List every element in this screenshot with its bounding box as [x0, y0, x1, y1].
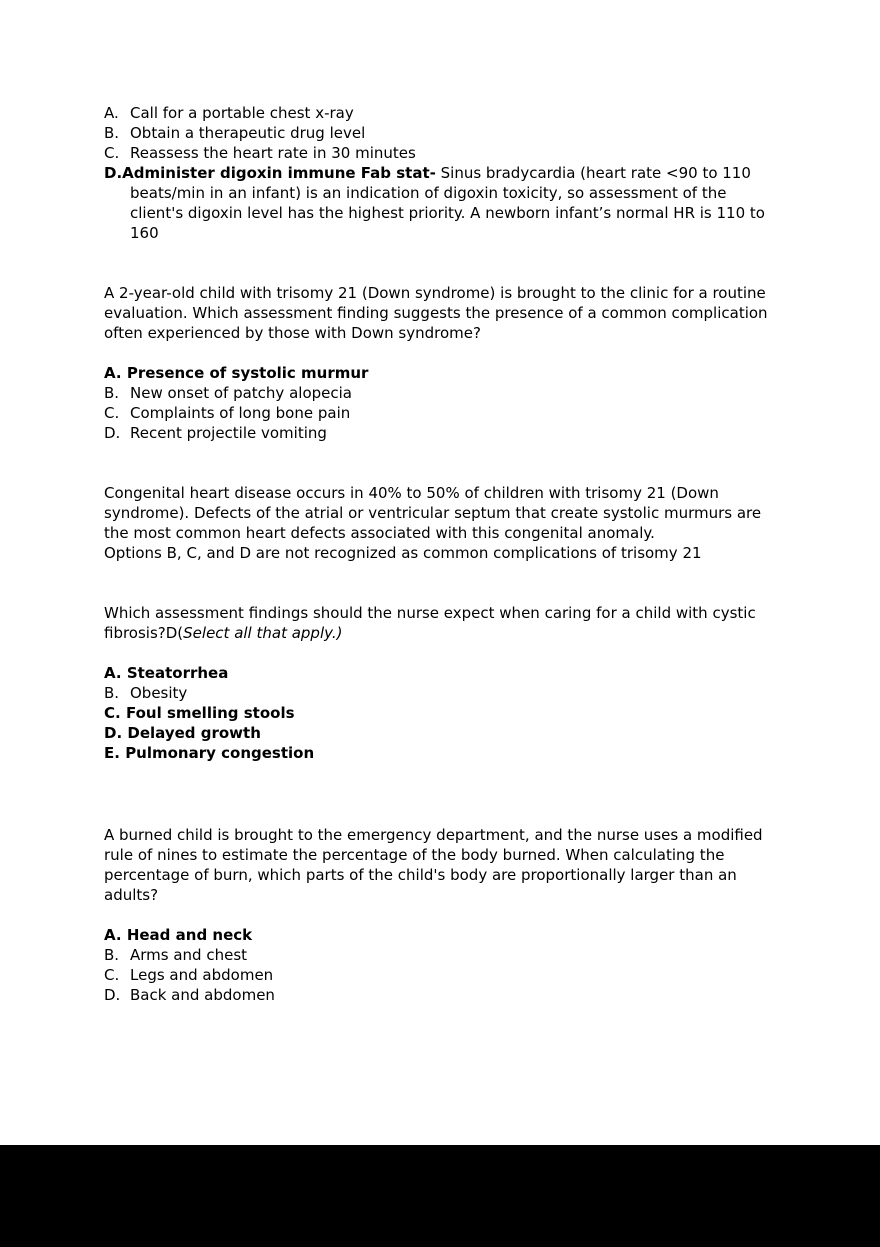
option-b: [104, 945, 769, 965]
option-c: [104, 403, 769, 423]
stem-main-text: Which assessment findings should the nurse expect when caring for a child with cystic fibrosis?D(: [104, 604, 761, 642]
option-text: New onset of patchy alopecia: [130, 384, 352, 402]
option-b: [104, 683, 769, 703]
option-text: Steatorrhea: [126, 664, 229, 682]
option-text: Arms and chest: [130, 946, 248, 964]
option-text: Reassess the heart rate in 30 minutes: [130, 144, 416, 162]
footer-black-bar: [0, 1145, 880, 1247]
burn-question-stem: A burned child is brought to the emergency department, and the nurse uses a modified rule of nines to estimate the percentage of the body burned. When calculating the percentage of burn, which parts of the child's body are proportionally larger than an adults?: [104, 826, 768, 904]
option-letter: A.: [104, 926, 122, 944]
select-all-that-apply-note: Select all that apply.): [183, 624, 343, 642]
trisomy-question-stem: A 2-year-old child with trisomy 21 (Down syndrome) is brought to the clinic for a routine evaluation. Which assessment finding suggests the presence of a common complication often experienced by those with Down syndrome?: [104, 284, 773, 342]
trisomy-rationale-distractors: Options B, C, and D are not recognized as common complications of trisomy 21: [104, 544, 702, 562]
option-lead-text: Administer digoxin immune Fab stat-: [122, 164, 436, 182]
option-b: [104, 123, 769, 143]
option-letter: D.: [104, 724, 123, 742]
spacer: [104, 763, 769, 825]
option-letter: D.: [104, 424, 121, 442]
digoxin-options-list: [104, 103, 769, 243]
cystic-fibrosis-question-stem: [104, 603, 769, 643]
option-letter: C.: [104, 966, 120, 984]
option-text: Pulmonary congestion: [125, 744, 315, 762]
option-text: Delayed growth: [127, 724, 261, 742]
option-letter: C.: [104, 144, 120, 162]
option-a-correct: [104, 663, 769, 683]
option-d: [104, 985, 769, 1005]
option-letter: B.: [104, 384, 120, 402]
spacer: [104, 905, 769, 925]
document-content: [104, 103, 773, 1005]
option-letter: B.: [104, 946, 120, 964]
option-text: Obtain a therapeutic drug level: [130, 124, 366, 142]
option-text: Recent projectile vomiting: [130, 424, 327, 442]
option-letter: B.: [104, 124, 120, 142]
option-letter: A.: [104, 104, 119, 122]
cystic-fibrosis-options-list: [104, 663, 769, 763]
spacer: [104, 343, 769, 363]
spacer: [104, 563, 769, 603]
option-d-correct: [104, 723, 769, 743]
option-rationale-text: Sinus bradycardia (heart rate <90 to 110 beats/min in an infant) is an indication of digoxin toxicity, so assessment of the client's digoxin level has the highest priority. A newborn infant’s normal HR is 110 to 160: [130, 164, 765, 242]
option-c: [104, 143, 769, 163]
spacer: [104, 443, 769, 483]
option-text: Back and abdomen: [130, 986, 275, 1004]
option-e-correct: [104, 743, 769, 763]
option-d: [104, 423, 769, 443]
spacer: [104, 243, 769, 283]
option-text: Legs and abdomen: [130, 966, 274, 984]
option-letter: A.: [104, 364, 122, 382]
trisomy-rationale-paragraph: Congenital heart disease occurs in 40% to 50% of children with trisomy 21 (Down syndrome). Defects of the atrial or ventricular septum that create systolic murmurs are the most common heart defects associated with this congenital anomaly.: [104, 484, 766, 542]
option-letter: E.: [104, 744, 120, 762]
spacer: [104, 643, 769, 663]
option-text: Foul smelling stools: [125, 704, 295, 722]
option-c: [104, 965, 769, 985]
option-letter: D.: [104, 986, 121, 1004]
option-text: Call for a portable chest x-ray: [130, 104, 354, 122]
option-letter: C.: [104, 404, 120, 422]
option-letter: B.: [104, 684, 120, 702]
option-text: Presence of systolic murmur: [126, 364, 369, 382]
option-letter: D.: [104, 164, 123, 182]
option-d-correct: [104, 163, 769, 243]
option-b: [104, 383, 769, 403]
option-letter: A.: [104, 664, 122, 682]
option-a: [104, 103, 769, 123]
option-text: Complaints of long bone pain: [130, 404, 351, 422]
option-text: Obesity: [130, 684, 188, 702]
option-c-correct: [104, 703, 769, 723]
option-letter: C.: [104, 704, 121, 722]
option-a-correct: [104, 363, 769, 383]
burn-options-list: [104, 925, 769, 1005]
trisomy-options-list: [104, 363, 769, 443]
option-text: Head and neck: [126, 926, 253, 944]
option-a-correct: [104, 925, 769, 945]
